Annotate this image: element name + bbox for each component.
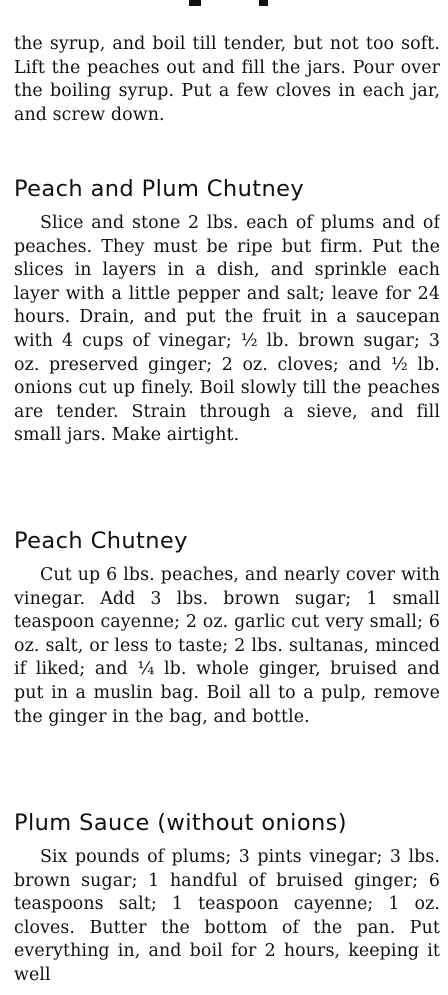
recipe-title: Plum Sauce (without onions) [14, 810, 347, 836]
recipe-body: Slice and stone 2 lbs. each of plums and of peaches. They must be ripe but firm. Put the slices in layers in a dish, and sprinkle each layer with a little pepper and salt; leave for 24 hours. Drain, and put the fruit in a saucepan with 4 cups of vinegar; ½ lb. brown sugar; 3 oz. preserved ginger; 2 oz. cloves; and ½ lb. onions cut up finely. Boil slowly till the peaches are tender. Strain through a sieve, and fill small jars. Make airtight. [14, 213, 440, 446]
cookbook-page [14, 0, 440, 995]
recipe-title: Peach Chutney [14, 528, 188, 554]
cropped-glyph [189, 0, 201, 6]
continued-paragraph: the syrup, and boil till tender, but not too soft. Lift the peaches out and fill the jars. Pour over the boiling syrup. Put a few cloves in each jar, and screw down. [14, 34, 440, 125]
recipe-peach-and-plum-chutney [14, 176, 440, 448]
recipe-peach-chutney [14, 528, 440, 729]
cropped-heading-fragment [14, 0, 440, 6]
recipe-title: Peach and Plum Chutney [14, 176, 305, 202]
cropped-glyph [259, 0, 268, 6]
recipe-body: Cut up 6 lbs. peaches, and nearly cover with vinegar. Add 3 lbs. brown sugar; 1 small teaspoon cayenne; 2 oz. garlic cut very small; 6 oz. salt, or less to taste; 2 lbs. sultanas, minced if liked; and ¼ lb. whole ginger, bruised and put in a muslin bag. Boil all to a pulp, remove the ginger in the bag, and bottle. [14, 565, 440, 727]
recipe-body: Six pounds of plums; 3 pints vinegar; 3 lbs. brown sugar; 1 handful of bruised ginger; 6 teaspoons salt; 1 teaspoon cayenne; 1 oz. cloves. Butter the bottom of the pan. Put everything in, and boil for 2 hours, keeping it well [14, 847, 440, 985]
recipe-plum-sauce [14, 810, 440, 988]
